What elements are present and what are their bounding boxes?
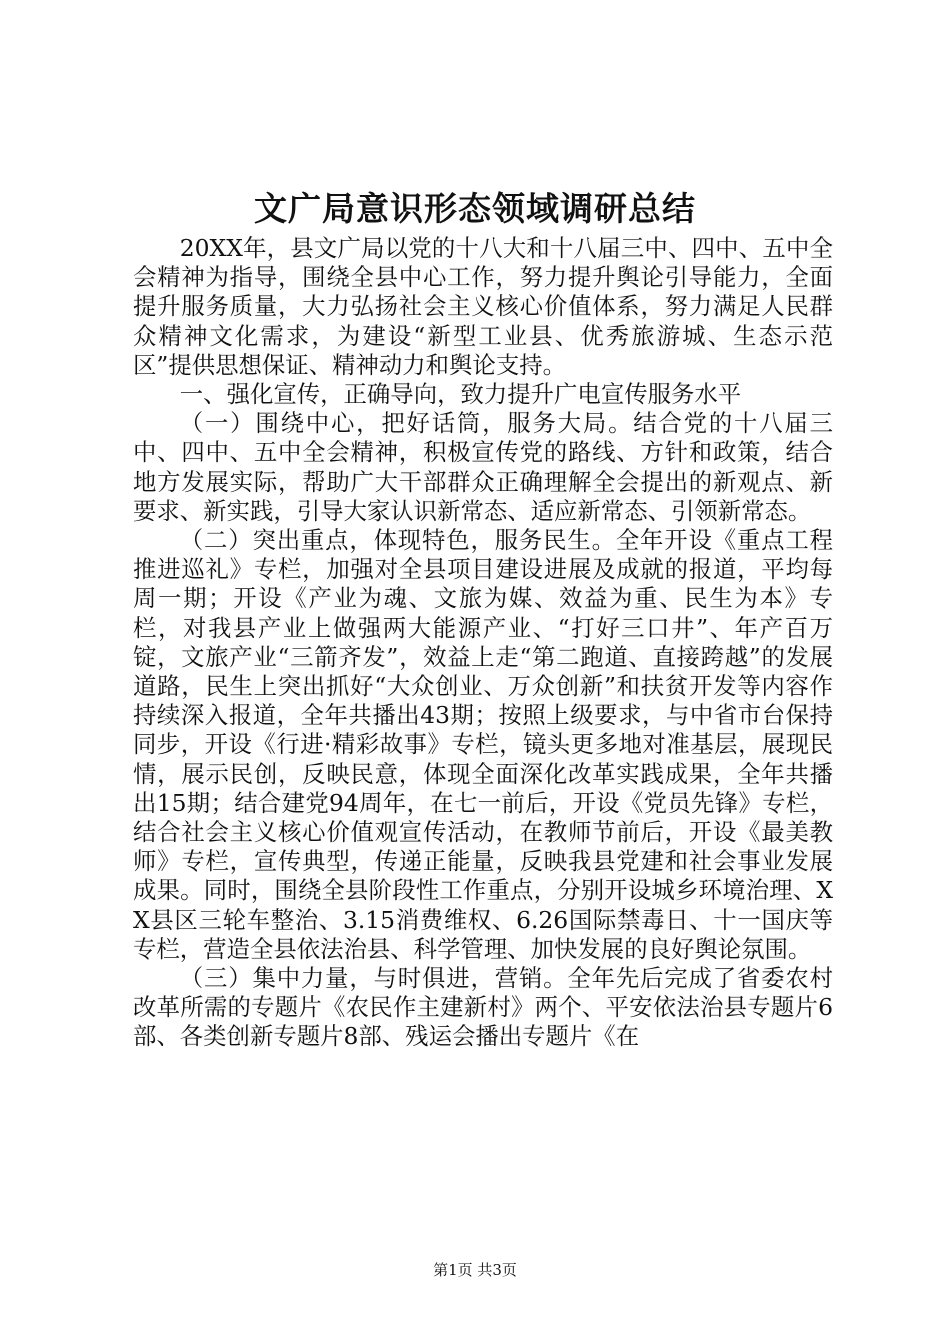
page-number-footer: 第1页 共3页 <box>433 1261 517 1279</box>
document-title: 文广局意识形态领域调研总结 <box>254 189 696 228</box>
paragraph-item-1: （一）围绕中心，把好话筒，服务大局。结合党的十八届三中、四中、五中全会精神，积极宣传党的路线、方针和政策，结合地方发展实际，帮助广大干部群众正确理解全会提出的新观点、新要求、新实践，引导大家认识新常态、适应新常态、引领新常态。 <box>133 409 833 525</box>
document-body <box>133 234 833 1052</box>
paragraph-item-2: （二）突出重点，体现特色，服务民生。全年开设《重点工程推进巡礼》专栏，加强对全县项目建设进展及成就的报道，平均每周一期；开设《产业为魂、文旅为媒、效益为重、民生为本》专栏，对我县产业上做强两大能源产业、“打好三口井”、年产百万锭，文旅产业“三箭齐发”，效益上走“第二跑道、直接跨越”的发展道路，民生上突出抓好“大众创业、万众创新”和扶贫开发等内容作持续深入报道，全年共播出43期；按照上级要求，与中省市台保持同步，开设《行进·精彩故事》专栏，镜头更多地对准基层，展现民情，展示民创，反映民意，体现全面深化改革实践成果，全年共播出15期；结合建党94周年，在七一前后，开设《党员先锋》专栏，结合社会主义核心价值观宣传活动，在教师节前后，开设《最美教师》专栏，宣传典型，传递正能量，反映我县党建和社会事业发展成果。同时，围绕全县阶段性工作重点，分别开设城乡环境治理、XX县区三轮车整治、3.15消费维权、6.26国际禁毒日、十一国庆等专栏，营造全县依法治县、科学管理、加快发展的良好舆论氛围。 <box>133 526 833 963</box>
section-heading-1: 一、强化宣传，正确导向，致力提升广电宣传服务水平 <box>179 380 742 409</box>
paragraph-item-3: （三）集中力量，与时俱进，营销。全年先后完成了省委农村改革所需的专题片《农民作主建新村》两个、平安依法治县专题片6部、各类创新专题片8部、残运会播出专题片《在 <box>133 964 833 1051</box>
paragraph-intro: 20XX年，县文广局以党的十八大和十八届三中、四中、五中全会精神为指导，围绕全县中心工作，努力提升舆论引导能力，全面提升服务质量，大力弘扬社会主义核心价值体系，努力满足人民群众精神文化需求，为建设“新型工业县、优秀旅游城、生态示范区”提供思想保证、精神动力和舆论支持。 <box>133 234 833 379</box>
